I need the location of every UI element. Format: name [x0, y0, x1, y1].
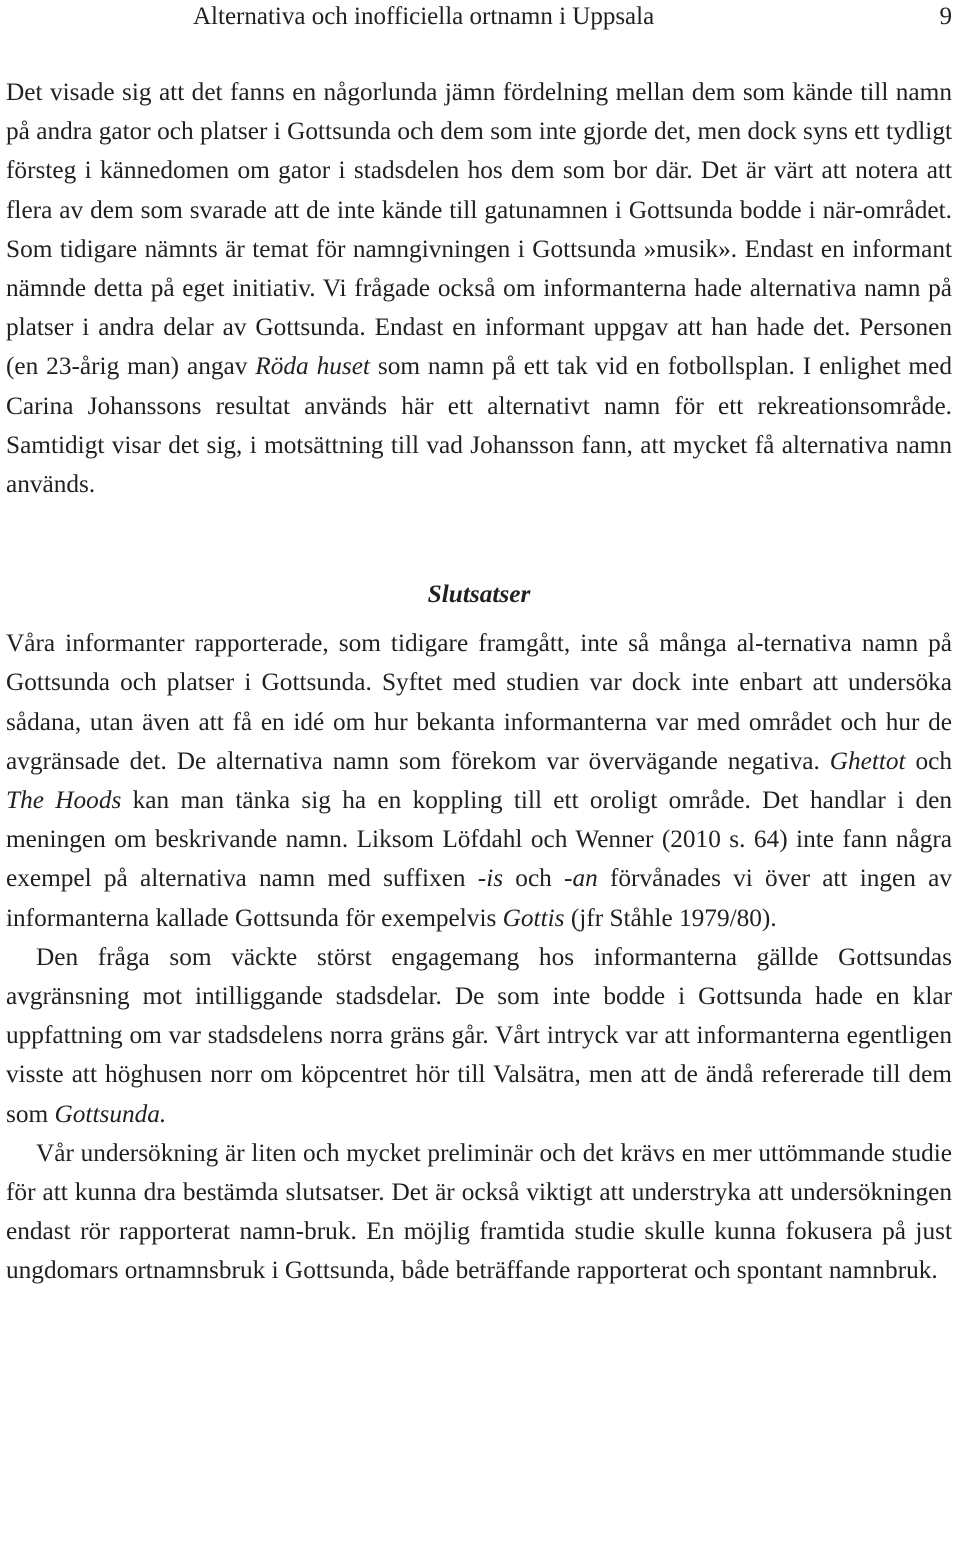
text-run: Det visade sig att det fanns en någorlunda jämn fördelning mellan dem som kände till namn på andra gator och platser i Gottsunda och dem som inte gjorde det, men dock syns ett tydligt försteg i kännedomen om gator i stadsdelen hos dem som bor där. Det är värt att notera att flera av dem som svarade att de inte kände till gatunamnen i Gottsunda bodde i när-området. Som tidigare nämnts är temat för namngivningen i Gottsunda »musik». Endast en informant nämnde detta på eget initiativ. Vi frågade också om informanterna hade alternativa namn på platser i andra delar av Gottsunda. Endast en informant uppgav att han hade det. Personen (en 23-årig man) angav — [6, 78, 952, 381]
section-heading: Slutsatser — [427, 580, 531, 609]
body-paragraph-3 — [6, 938, 952, 1134]
text-run: och — [905, 746, 952, 775]
text-run: förvånades vi över att ingen av informanterna kallade Gottsunda för exempelvis — [6, 864, 952, 932]
body-paragraph-2 — [6, 624, 952, 938]
text-run: - — [477, 864, 487, 893]
italic-place-name: Röda huset — [255, 352, 370, 381]
text-run: som namn på ett tak vid en fotbollsplan. I enlighet med Carina Johanssons resultat används här ett alternativt namn för ett rekreationsområde. Samtidigt visar det sig, i motsättning till vad Johansson fann, att mycket få alternativa namn används. — [6, 352, 952, 499]
text-run: (jfr Ståhle 1979/80). — [564, 903, 777, 932]
text-run: och - — [503, 864, 573, 893]
italic-place-name: Ghettot — [829, 746, 906, 775]
italic-place-name: Gottsunda. — [54, 1099, 167, 1128]
italic-suffix: an — [572, 864, 598, 893]
text-run: Våra informanter rapporterade, som tidigare framgått, inte så många al-ternativa namn på Gottsunda och platser i Gottsunda. Syftet med studien var dock inte enbart att undersöka sådana, utan även att få en idé om hur bekanta informanterna var med området och hur de avgränsade det. De alternativa namn som förekom var övervägande negativa. — [6, 629, 952, 775]
document-page — [6, 0, 952, 1291]
text-run: kan man tänka sig ha en koppling till ett oroligt område. Det handlar i den meningen om beskrivande namn. Liksom Löfdahl och Wenner (2010 s. 64) inte fann några exempel på alternativa namn med suffixen — [6, 786, 953, 893]
italic-place-name: Gottis — [502, 903, 565, 932]
italic-suffix: is — [486, 864, 504, 893]
running-title: Alternativa och inofficiella ortnamn i Uppsala — [193, 3, 655, 30]
body-paragraph-4 — [6, 1134, 952, 1291]
page-number: 9 — [939, 3, 952, 30]
text-run: Vår undersökning är liten och mycket preliminär och det krävs en mer uttömmande studie för att kunna dra bestämda slutsatser. Det är också viktigt att understryka att undersökningen endast rör rapporterat namn-bruk. En möjlig framtida studie skulle kunna fokusera på just ungdomars ortnamnsbruk i Gottsunda, både beträffande rapporterat och spontant namnbruk. — [6, 1138, 952, 1285]
running-header — [6, 0, 952, 34]
italic-place-name: The Hoods — [6, 786, 122, 815]
body-paragraph-1 — [6, 73, 952, 504]
text-run: Den fråga som väckte störst engagemang hos informanterna gällde Gottsundas avgränsning mot intilliggande stadsdelar. De som inte bodde i Gottsunda hade en klar uppfattning om var stadsdelens norra gräns går. Vårt intryck var att informanterna egentligen visste att höghusen norr om köpcentret hör till Valsätra, men att de ändå refererade till dem som — [6, 942, 952, 1128]
